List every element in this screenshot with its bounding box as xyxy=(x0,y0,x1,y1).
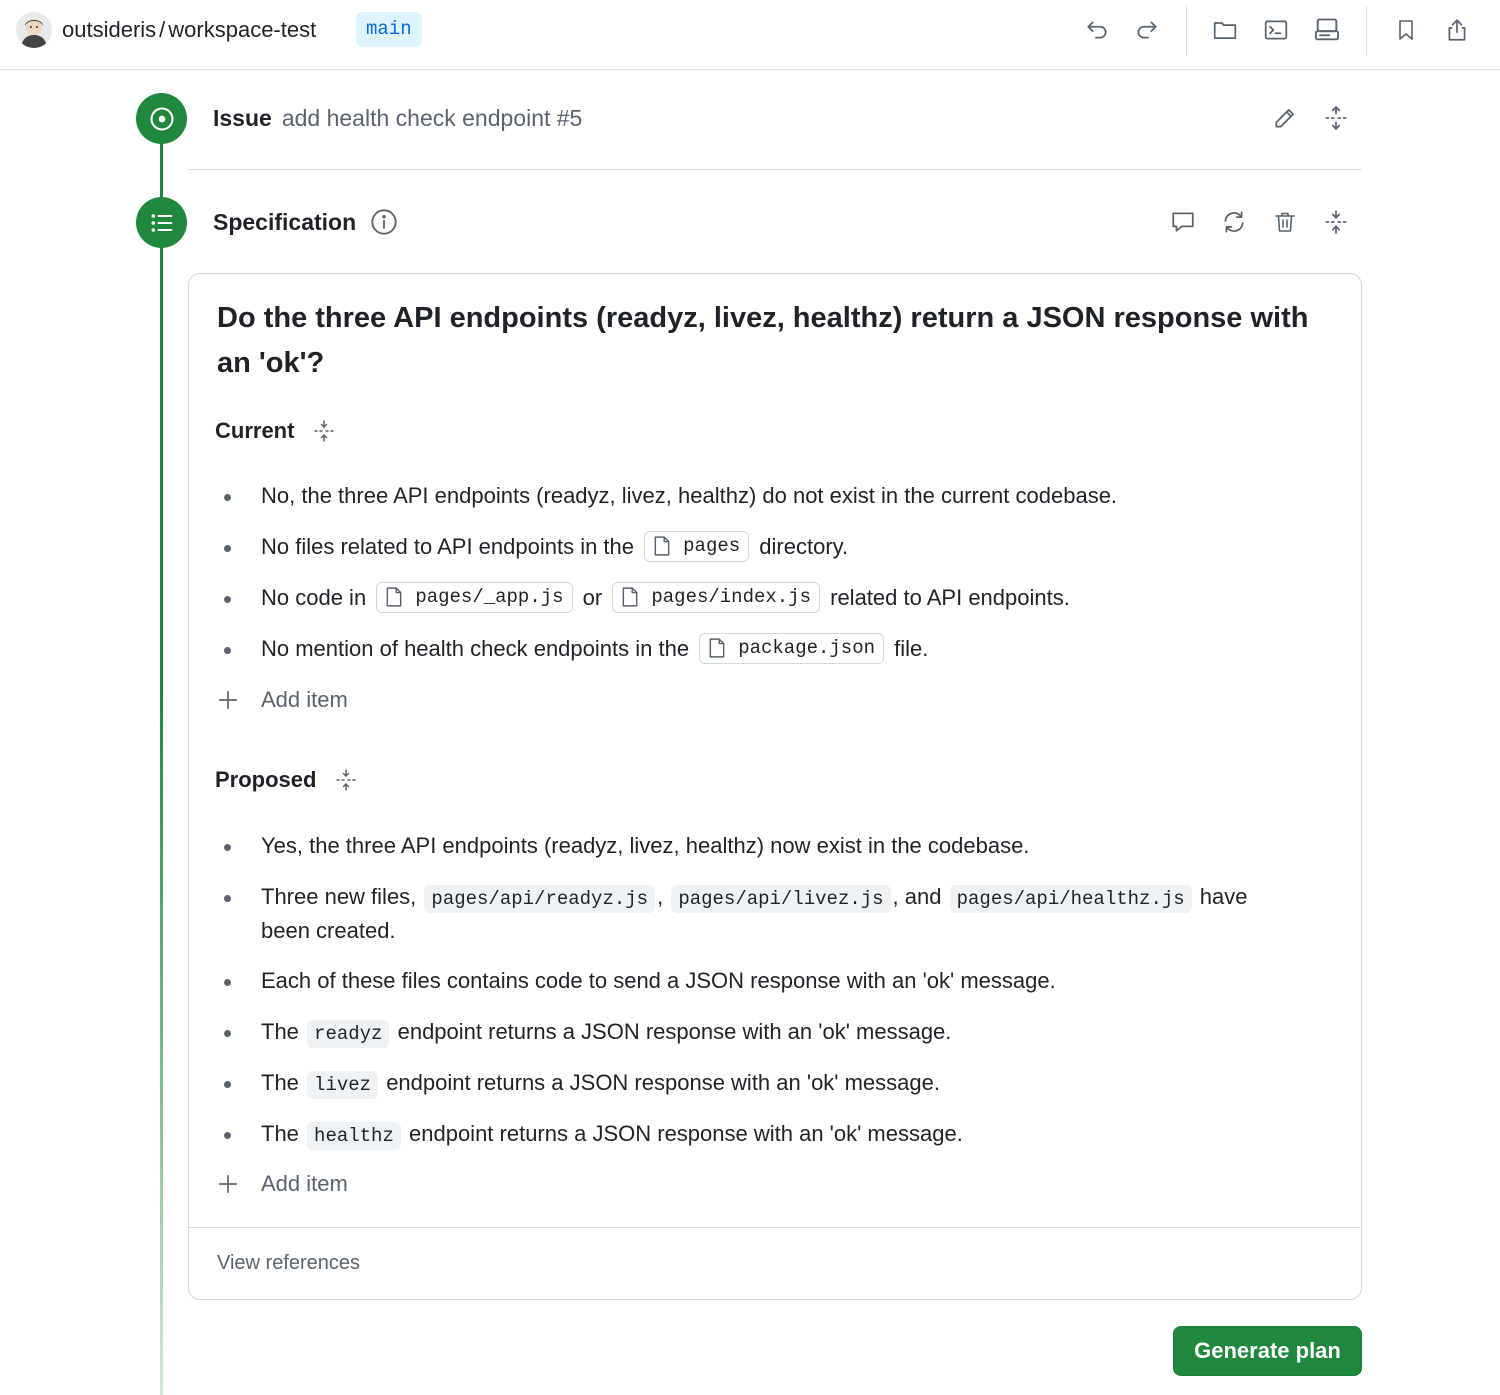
top-bar xyxy=(0,0,1500,70)
text-fragment: related to API endpoints. xyxy=(830,585,1070,610)
bullet-dot xyxy=(224,1030,231,1037)
add-item-button[interactable] xyxy=(217,1171,348,1197)
collapse-icon[interactable] xyxy=(1319,205,1353,239)
inline-code: pages/api/readyz.js xyxy=(424,885,655,913)
card-footer xyxy=(189,1227,1360,1299)
folder-icon[interactable] xyxy=(1209,14,1241,46)
file-chip-name: pages/_app.js xyxy=(415,586,564,609)
list-item-text[interactable] xyxy=(261,880,1301,948)
plus-icon xyxy=(217,1173,241,1195)
list-item-text[interactable] xyxy=(261,1066,1301,1100)
file-icon xyxy=(385,587,403,607)
text-fragment: have been created. xyxy=(261,884,1248,943)
file-chip[interactable] xyxy=(699,633,884,664)
bullet-dot xyxy=(224,545,231,552)
pencil-icon[interactable] xyxy=(1268,101,1302,135)
comment-icon[interactable] xyxy=(1166,205,1200,239)
inline-code: pages/api/healthz.js xyxy=(950,885,1192,913)
inline-code: pages/api/livez.js xyxy=(671,885,890,913)
current-heading xyxy=(215,417,336,445)
text-fragment: No files related to API endpoints in the xyxy=(261,534,635,559)
file-chip[interactable] xyxy=(644,531,749,562)
specification-label: Specification xyxy=(213,208,357,235)
list-item-text[interactable] xyxy=(261,1015,1301,1049)
refresh-icon[interactable] xyxy=(1217,205,1251,239)
bullet-dot xyxy=(224,895,231,902)
repo-owner[interactable]: outsideris xyxy=(62,17,157,42)
specification-row xyxy=(213,208,398,236)
file-chip-name: pages/index.js xyxy=(651,586,811,609)
text-fragment: No mention of health check endpoints in the xyxy=(261,636,690,661)
inline-code: readyz xyxy=(307,1020,389,1048)
server-icon[interactable] xyxy=(1311,14,1343,46)
text-fragment: directory. xyxy=(759,534,849,559)
proposed-heading xyxy=(215,766,358,794)
file-icon xyxy=(653,536,671,556)
bullet-dot xyxy=(224,1132,231,1139)
bullet-dot xyxy=(224,494,231,501)
generate-plan-button[interactable]: Generate plan xyxy=(1173,1326,1362,1376)
file-chip-name: pages xyxy=(683,535,741,558)
branch-badge[interactable]: main xyxy=(356,12,422,47)
collapse-icon[interactable] xyxy=(334,766,358,794)
text-fragment: file. xyxy=(894,636,929,661)
specification-card xyxy=(188,273,1362,1300)
inline-code: livez xyxy=(307,1071,378,1099)
redo-icon[interactable] xyxy=(1131,14,1163,46)
bookmark-icon[interactable] xyxy=(1390,14,1422,46)
text-fragment: , xyxy=(657,884,664,909)
text-fragment: endpoint returns a JSON response with an 'ok' message. xyxy=(386,1070,940,1095)
list-item-text[interactable]: Each of these files contains code to send a JSON response with an 'ok' message. xyxy=(261,968,1056,993)
info-icon[interactable] xyxy=(370,208,398,236)
text-fragment: endpoint returns a JSON response with an 'ok' message. xyxy=(397,1019,952,1044)
toolbar-divider xyxy=(1186,6,1187,56)
text-fragment: endpoint returns a JSON response with an 'ok' message. xyxy=(409,1121,963,1146)
collapse-icon[interactable] xyxy=(312,417,336,445)
bullet-dot xyxy=(224,979,231,986)
text-fragment: Three new files, xyxy=(261,884,417,909)
file-chip-name: package.json xyxy=(738,637,876,660)
breadcrumb-separator: / xyxy=(159,17,166,42)
inline-code: healthz xyxy=(307,1122,401,1150)
timeline-rail xyxy=(160,118,163,1395)
current-heading-label: Current xyxy=(215,418,295,443)
add-item-label: Add item xyxy=(261,1171,348,1196)
bullet-dot xyxy=(224,1081,231,1088)
file-chip[interactable] xyxy=(612,582,820,613)
text-fragment: , and xyxy=(892,884,942,909)
share-icon[interactable] xyxy=(1441,14,1473,46)
issue-title[interactable]: add health check endpoint #5 xyxy=(281,105,583,131)
list-item-text[interactable] xyxy=(261,581,1301,615)
section-divider xyxy=(188,169,1362,170)
repo-name[interactable]: workspace-test xyxy=(168,17,317,42)
spec-question[interactable]: Do the three API endpoints (readyz, livez, healthz) return a JSON response with an 'ok'? xyxy=(217,302,1309,379)
text-fragment: or xyxy=(582,585,603,610)
file-icon xyxy=(621,587,639,607)
toolbar-divider xyxy=(1366,6,1367,56)
avatar[interactable] xyxy=(16,12,52,48)
list-item-text[interactable] xyxy=(261,632,1301,666)
bullet-dot xyxy=(224,647,231,654)
add-item-button[interactable] xyxy=(217,687,348,713)
add-item-label: Add item xyxy=(261,687,348,712)
list-item-text[interactable]: Yes, the three API endpoints (readyz, livez, healthz) now exist in the codebase. xyxy=(261,833,1030,858)
issue-node-icon xyxy=(136,93,187,144)
terminal-icon[interactable] xyxy=(1260,14,1292,46)
view-references-link[interactable]: View references xyxy=(217,1252,361,1274)
bullet-dot xyxy=(224,596,231,603)
expand-icon[interactable] xyxy=(1319,101,1353,135)
list-icon xyxy=(136,197,187,248)
text-fragment: The xyxy=(261,1121,299,1146)
list-item-text[interactable] xyxy=(261,530,1301,564)
trash-icon[interactable] xyxy=(1268,205,1302,239)
text-fragment: No code in xyxy=(261,585,367,610)
bullet-dot xyxy=(224,844,231,851)
issue-row xyxy=(213,105,582,132)
file-icon xyxy=(708,638,726,658)
undo-icon[interactable] xyxy=(1081,14,1113,46)
repo-breadcrumb[interactable] xyxy=(62,17,316,43)
text-fragment: The xyxy=(261,1019,299,1044)
plus-icon xyxy=(217,689,241,711)
proposed-heading-label: Proposed xyxy=(215,767,317,792)
list-item-text[interactable]: No, the three API endpoints (readyz, livez, healthz) do not exist in the current codebase. xyxy=(261,483,1118,508)
issue-label: Issue xyxy=(213,105,272,131)
file-chip[interactable] xyxy=(376,582,572,613)
text-fragment: The xyxy=(261,1070,299,1095)
list-item-text[interactable] xyxy=(261,1117,1301,1151)
